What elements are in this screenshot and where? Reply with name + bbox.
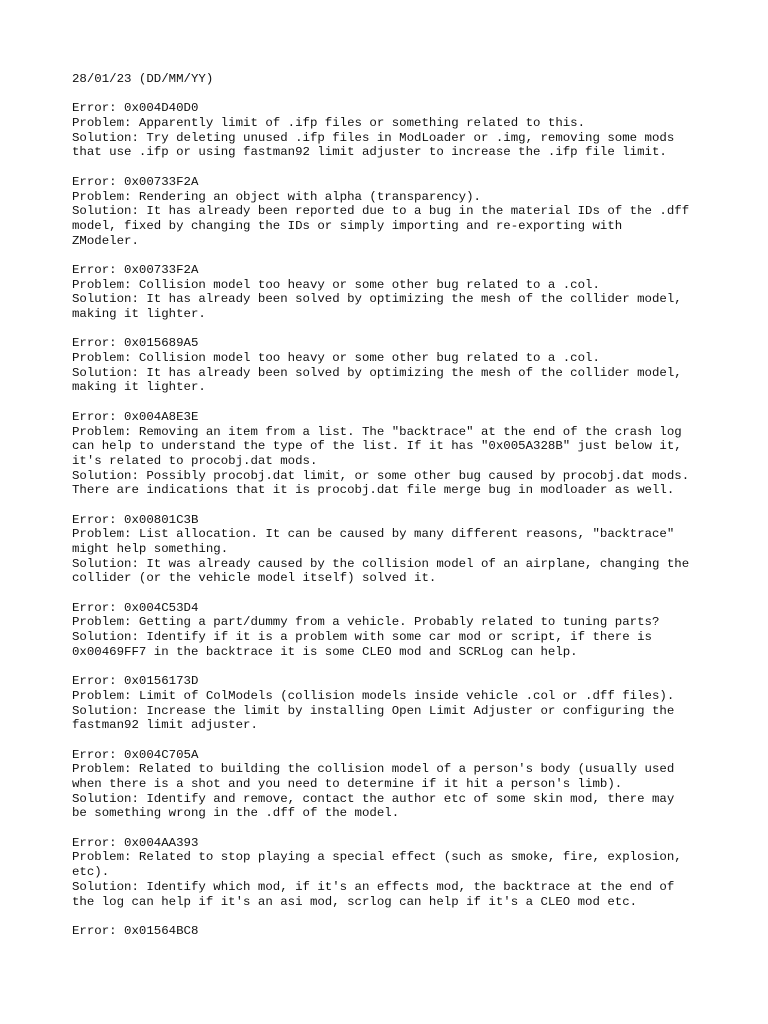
- error-code-line: Error: 0x015689A5: [72, 336, 199, 351]
- document-date: 28/01/23 (DD/MM/YY): [72, 72, 214, 86]
- error-code-line: Error: 0x004C705A: [72, 747, 199, 762]
- entry-text-line: when there is a shot and you need to determine if it hit a person's limb).: [72, 777, 623, 791]
- entry-text-line: that use .ifp or using fastman92 limit adjuster to increase the .ifp file limit.: [72, 145, 667, 160]
- solution-line: Solution: Increase the limit by installing Open Limit Adjuster or configuring the: [72, 703, 675, 718]
- entry-text-line: There are indications that it is procobj.dat file merge bug in modloader as well.: [72, 483, 675, 498]
- entry-text-line: making it lighter.: [72, 307, 206, 321]
- solution-line: Solution: It has already been solved by optimizing the mesh of the collider model,: [72, 365, 682, 380]
- error-code-line: Error: 0x004C53D4: [72, 600, 199, 615]
- entry-text-line: it's related to procobj.dat mods.: [72, 453, 318, 468]
- error-entry: [72, 410, 712, 498]
- entry-text-line: collider (or the vehicle model itself) solved it.: [72, 571, 437, 586]
- entry-text-line: fastman92 limit adjuster.: [72, 718, 258, 733]
- error-entry: [72, 748, 712, 821]
- error-entry: [72, 513, 712, 586]
- error-code-line: Error: 0x01564BC8: [72, 923, 199, 938]
- solution-line: Solution: Possibly procobj.dat limit, or some other bug caused by procobj.dat mods.: [72, 468, 690, 483]
- entry-text-line: can help to understand the type of the list. If it has "0x005A328B" just below it,: [72, 439, 682, 454]
- solution-line: Solution: Identify and remove, contact the author etc of some skin mod, there may: [72, 791, 675, 806]
- error-code-line: Error: 0x0156173D: [72, 674, 199, 689]
- entry-text-line: model, fixed by changing the IDs or simply importing and re-exporting with: [72, 218, 623, 233]
- error-code-line: Error: 0x00733F2A: [72, 262, 199, 277]
- error-code-line: Error: 0x004AA393: [72, 835, 199, 850]
- solution-line: Solution: It has already been solved by optimizing the mesh of the collider model,: [72, 292, 682, 307]
- entry-text-line: making it lighter.: [72, 380, 206, 395]
- error-entry: [72, 263, 712, 322]
- error-entry: [72, 924, 712, 939]
- solution-line: Solution: Identify which mod, if it's an effects mod, the backtrace at the end of: [72, 879, 675, 894]
- solution-line: Solution: Identify if it is a problem with some car mod or script, if there is: [72, 630, 652, 645]
- error-code-line: Error: 0x00801C3B: [72, 512, 199, 527]
- problem-line: Problem: Limit of ColModels (collision models inside vehicle .col or .dff files).: [72, 688, 675, 703]
- solution-line: Solution: It was already caused by the collision model of an airplane, changing the: [72, 556, 690, 571]
- error-entry: [72, 674, 712, 733]
- error-code-line: Error: 0x00733F2A: [72, 174, 199, 189]
- problem-line: Problem: Removing an item from a list. The "backtrace" at the end of the crash log: [72, 424, 682, 439]
- error-entry: [72, 836, 712, 909]
- error-entries-list: [72, 101, 712, 938]
- error-entry: [72, 175, 712, 248]
- entry-text-line: 0x00469FF7 in the backtrace it is some CLEO mod and SCRLog can help.: [72, 644, 578, 659]
- entry-text-line: might help something.: [72, 542, 229, 556]
- problem-line: Problem: Apparently limit of .ifp files or something related to this.: [72, 116, 586, 131]
- entry-text-line: the log can help if it's an asi mod, scrlog can help if it's a CLEO mod etc.: [72, 894, 638, 909]
- problem-line: Problem: Rendering an object with alpha (transparency).: [72, 189, 481, 204]
- solution-line: Solution: Try deleting unused .ifp files in ModLoader or .img, removing some mods: [72, 130, 675, 145]
- problem-line: Problem: Related to stop playing a special effect (such as smoke, fire, explosion,: [72, 850, 682, 865]
- error-entry: [72, 101, 712, 160]
- error-code-line: Error: 0x004A8E3E: [72, 409, 199, 424]
- problem-line: Problem: Related to building the collision model of a person's body (usually used: [72, 762, 675, 777]
- solution-line: Solution: It has already been reported due to a bug in the material IDs of the .dff: [72, 204, 690, 219]
- problem-line: Problem: Getting a part/dummy from a vehicle. Probably related to tuning parts?: [72, 615, 660, 630]
- problem-line: Problem: List allocation. It can be caused by many different reasons, "backtrace": [72, 527, 675, 542]
- problem-line: Problem: Collision model too heavy or some other bug related to a .col.: [72, 351, 600, 366]
- entry-text-line: be something wrong in the .dff of the model.: [72, 806, 400, 821]
- error-code-line: Error: 0x004D40D0: [72, 101, 199, 116]
- entry-text-line: etc).: [72, 865, 110, 880]
- document-page: [72, 72, 712, 953]
- entry-text-line: ZModeler.: [72, 233, 139, 248]
- error-entry: [72, 601, 712, 660]
- problem-line: Problem: Collision model too heavy or some other bug related to a .col.: [72, 277, 600, 292]
- error-entry: [72, 336, 712, 395]
